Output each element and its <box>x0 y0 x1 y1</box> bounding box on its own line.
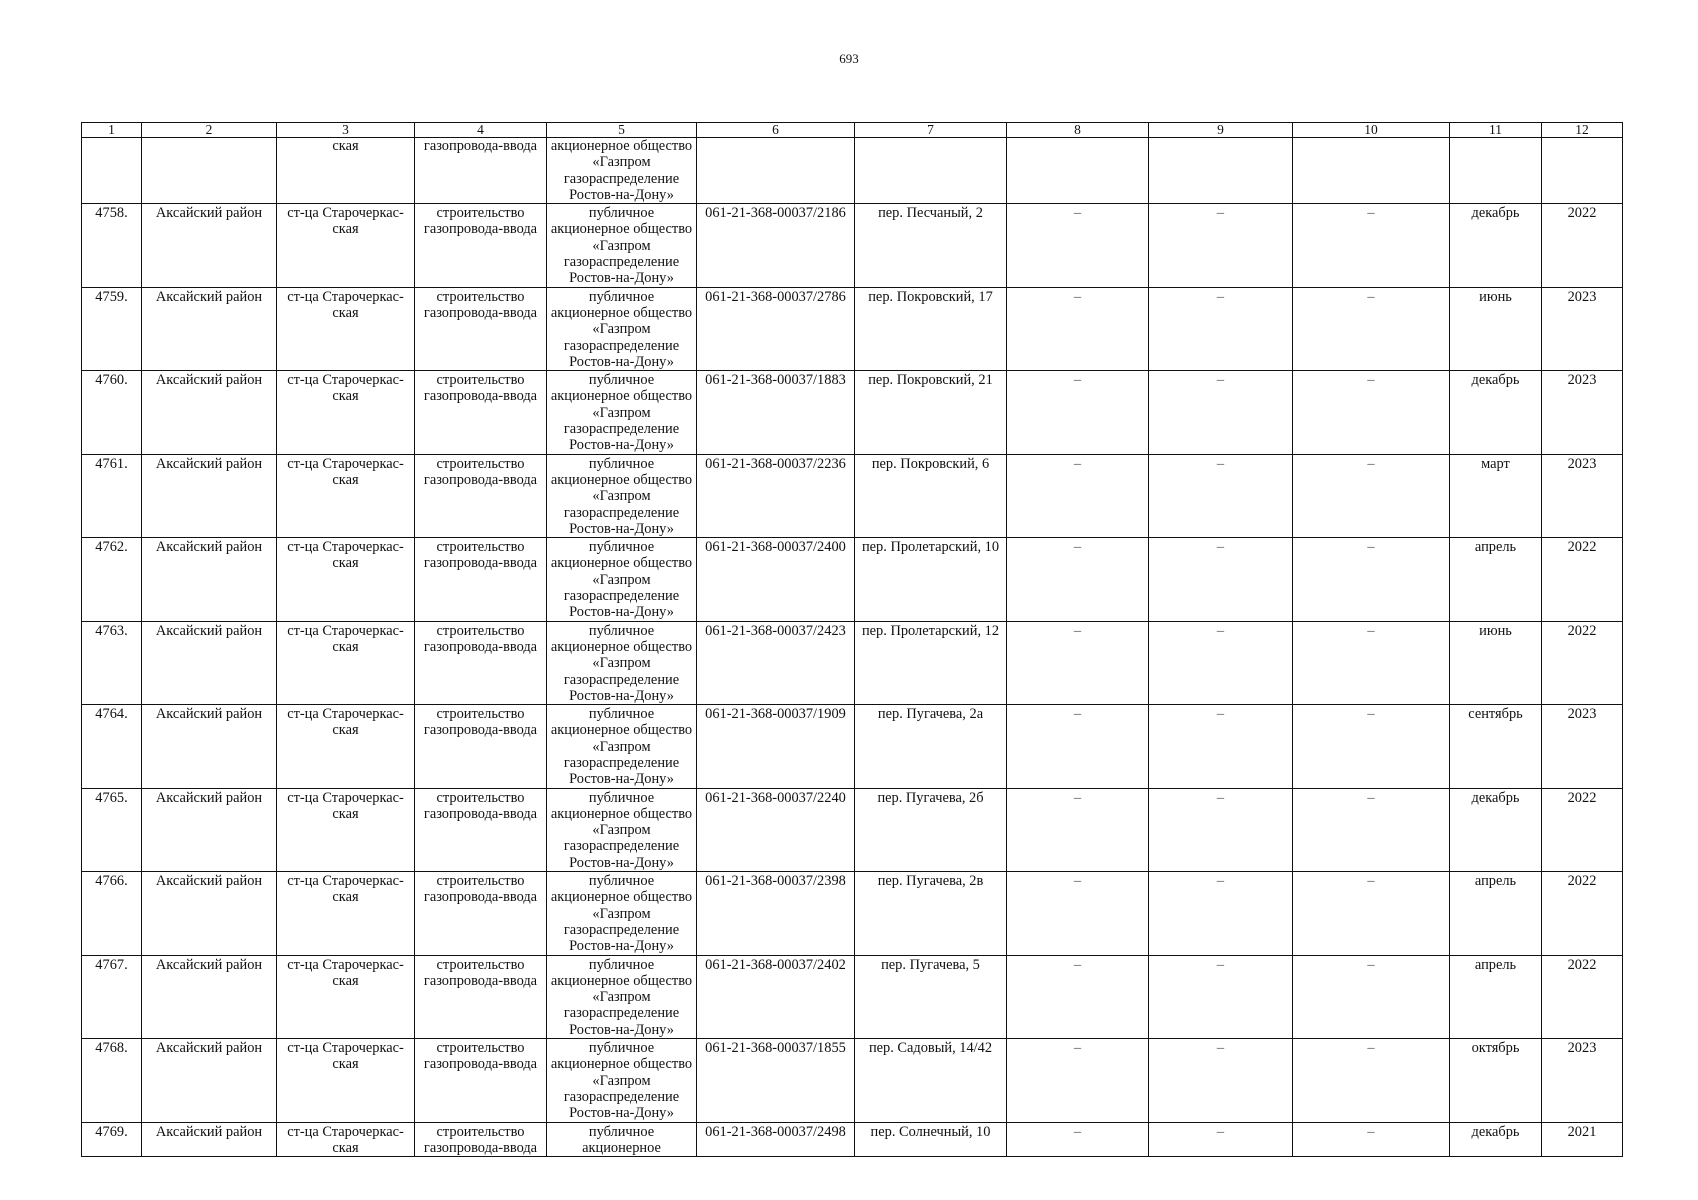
month-cell: апрель <box>1450 538 1542 621</box>
col8-cell: – <box>1007 454 1149 537</box>
work-type-cell: строительство газопровода-ввода <box>415 454 547 537</box>
month-cell: апрель <box>1450 872 1542 955</box>
table-row <box>82 538 1623 621</box>
organization-cell: публичное акционерное общество «Газпром газораспределение Ростов-на-Дону» <box>547 955 697 1038</box>
row-number-cell: 4764. <box>82 705 142 788</box>
organization-cell: акционерное общество «Газпром газораспределение Ростов-на-Дону» <box>547 138 697 204</box>
table-row <box>82 705 1623 788</box>
col10-cell: – <box>1293 204 1450 287</box>
col8-cell: – <box>1007 204 1149 287</box>
col10-cell: – <box>1293 538 1450 621</box>
row-number-cell: 4761. <box>82 454 142 537</box>
column-number: 8 <box>1007 123 1149 138</box>
settlement-cell: ст-ца Старочеркас-ская <box>277 371 415 454</box>
col8-cell: – <box>1007 955 1149 1038</box>
code-cell <box>697 138 855 204</box>
address-cell: пер. Солнечный, 10 <box>855 1122 1007 1157</box>
col9-cell: – <box>1149 705 1293 788</box>
district-cell: Аксайский район <box>142 371 277 454</box>
work-type-cell: строительство газопровода-ввода <box>415 1039 547 1122</box>
year-cell: 2022 <box>1542 621 1623 704</box>
district-cell: Аксайский район <box>142 955 277 1038</box>
address-cell: пер. Пролетарский, 12 <box>855 621 1007 704</box>
page-number: 693 <box>839 51 859 66</box>
table-row <box>82 1122 1623 1157</box>
column-number: 9 <box>1149 123 1293 138</box>
organization-cell: публичное акционерное общество «Газпром газораспределение Ростов-на-Дону» <box>547 788 697 871</box>
work-type-cell: строительство газопровода-ввода <box>415 621 547 704</box>
row-number-cell: 4758. <box>82 204 142 287</box>
column-number: 5 <box>547 123 697 138</box>
district-cell: Аксайский район <box>142 788 277 871</box>
col9-cell: – <box>1149 371 1293 454</box>
col9-cell: – <box>1149 788 1293 871</box>
col8-cell: – <box>1007 788 1149 871</box>
district-cell: Аксайский район <box>142 872 277 955</box>
code-cell: 061-21-368-00037/1855 <box>697 1039 855 1122</box>
work-type-cell: строительство газопровода-ввода <box>415 872 547 955</box>
column-number: 1 <box>82 123 142 138</box>
organization-cell: публичное акционерное <box>547 1122 697 1157</box>
col8-cell: – <box>1007 371 1149 454</box>
year-cell: 2023 <box>1542 371 1623 454</box>
organization-cell: публичное акционерное общество «Газпром газораспределение Ростов-на-Дону» <box>547 538 697 621</box>
col10-cell <box>1293 138 1450 204</box>
column-number: 10 <box>1293 123 1450 138</box>
work-type-cell: строительство газопровода-ввода <box>415 287 547 370</box>
code-cell: 061-21-368-00037/2498 <box>697 1122 855 1157</box>
district-cell: Аксайский район <box>142 538 277 621</box>
row-number-cell: 4763. <box>82 621 142 704</box>
settlement-cell: ст-ца Старочеркас-ская <box>277 1039 415 1122</box>
year-cell: 2023 <box>1542 454 1623 537</box>
settlement-cell: ст-ца Старочеркас-ская <box>277 788 415 871</box>
settlement-cell: ст-ца Старочеркас-ская <box>277 204 415 287</box>
code-cell: 061-21-368-00037/2423 <box>697 621 855 704</box>
row-number-cell: 4759. <box>82 287 142 370</box>
col10-cell: – <box>1293 872 1450 955</box>
organization-cell: публичное акционерное общество «Газпром газораспределение Ростов-на-Дону» <box>547 454 697 537</box>
organization-cell: публичное акционерное общество «Газпром газораспределение Ростов-на-Дону» <box>547 1039 697 1122</box>
work-type-cell: строительство газопровода-ввода <box>415 955 547 1038</box>
col8-cell: – <box>1007 538 1149 621</box>
organization-cell: публичное акционерное общество «Газпром газораспределение Ростов-на-Дону» <box>547 371 697 454</box>
settlement-cell: ст-ца Старочеркас-ская <box>277 955 415 1038</box>
code-cell: 061-21-368-00037/2400 <box>697 538 855 621</box>
month-cell: октябрь <box>1450 1039 1542 1122</box>
col10-cell: – <box>1293 621 1450 704</box>
month-cell: июнь <box>1450 287 1542 370</box>
district-cell: Аксайский район <box>142 1122 277 1157</box>
table-row <box>82 621 1623 704</box>
month-cell: декабрь <box>1450 371 1542 454</box>
code-cell: 061-21-368-00037/1883 <box>697 371 855 454</box>
col10-cell: – <box>1293 371 1450 454</box>
organization-cell: публичное акционерное общество «Газпром газораспределение Ростов-на-Дону» <box>547 705 697 788</box>
column-number-row <box>82 123 1623 138</box>
address-cell: пер. Покровский, 17 <box>855 287 1007 370</box>
district-cell: Аксайский район <box>142 705 277 788</box>
column-number: 3 <box>277 123 415 138</box>
address-cell: пер. Покровский, 21 <box>855 371 1007 454</box>
settlement-cell: ст-ца Старочеркас-ская <box>277 287 415 370</box>
table-row <box>82 1039 1623 1122</box>
code-cell: 061-21-368-00037/2186 <box>697 204 855 287</box>
row-number-cell: 4760. <box>82 371 142 454</box>
settlement-cell: ст-ца Старочеркас-ская <box>277 705 415 788</box>
address-cell: пер. Пугачева, 2б <box>855 788 1007 871</box>
year-cell: 2021 <box>1542 1122 1623 1157</box>
work-type-cell: строительство газопровода-ввода <box>415 705 547 788</box>
address-cell: пер. Пугачева, 2а <box>855 705 1007 788</box>
column-number: 4 <box>415 123 547 138</box>
settlement-cell: ст-ца Старочеркас-ская <box>277 621 415 704</box>
col9-cell: – <box>1149 872 1293 955</box>
column-number: 11 <box>1450 123 1542 138</box>
address-cell: пер. Садовый, 14/42 <box>855 1039 1007 1122</box>
month-cell: сентябрь <box>1450 705 1542 788</box>
organization-cell: публичное акционерное общество «Газпром газораспределение Ростов-на-Дону» <box>547 872 697 955</box>
work-type-cell: газопровода-ввода <box>415 138 547 204</box>
col9-cell: – <box>1149 621 1293 704</box>
work-type-cell: строительство газопровода-ввода <box>415 1122 547 1157</box>
month-cell: декабрь <box>1450 204 1542 287</box>
district-cell: Аксайский район <box>142 287 277 370</box>
col10-cell: – <box>1293 955 1450 1038</box>
registry-table <box>81 122 1623 1157</box>
col8-cell: – <box>1007 705 1149 788</box>
code-cell: 061-21-368-00037/1909 <box>697 705 855 788</box>
month-cell: апрель <box>1450 955 1542 1038</box>
settlement-cell: ст-ца Старочеркас-ская <box>277 872 415 955</box>
col9-cell: – <box>1149 454 1293 537</box>
column-number: 7 <box>855 123 1007 138</box>
col8-cell <box>1007 138 1149 204</box>
organization-cell: публичное акционерное общество «Газпром газораспределение Ростов-на-Дону» <box>547 287 697 370</box>
col10-cell: – <box>1293 287 1450 370</box>
table-row <box>82 454 1623 537</box>
year-cell: 2022 <box>1542 788 1623 871</box>
organization-cell: публичное акционерное общество «Газпром газораспределение Ростов-на-Дону» <box>547 621 697 704</box>
organization-cell: публичное акционерное общество «Газпром газораспределение Ростов-на-Дону» <box>547 204 697 287</box>
col8-cell: – <box>1007 1122 1149 1157</box>
col9-cell: – <box>1149 1039 1293 1122</box>
month-cell: март <box>1450 454 1542 537</box>
col9-cell: – <box>1149 287 1293 370</box>
col10-cell: – <box>1293 1122 1450 1157</box>
address-cell: пер. Песчаный, 2 <box>855 204 1007 287</box>
col10-cell: – <box>1293 1039 1450 1122</box>
col10-cell: – <box>1293 454 1450 537</box>
row-number-cell: 4765. <box>82 788 142 871</box>
month-cell: июнь <box>1450 621 1542 704</box>
address-cell: пер. Покровский, 6 <box>855 454 1007 537</box>
col10-cell: – <box>1293 788 1450 871</box>
table-row <box>82 955 1623 1038</box>
column-number: 12 <box>1542 123 1623 138</box>
code-cell: 061-21-368-00037/2240 <box>697 788 855 871</box>
col9-cell: – <box>1149 955 1293 1038</box>
year-cell: 2023 <box>1542 705 1623 788</box>
column-number: 2 <box>142 123 277 138</box>
year-cell: 2023 <box>1542 1039 1623 1122</box>
year-cell <box>1542 138 1623 204</box>
district-cell: Аксайский район <box>142 1039 277 1122</box>
row-number-cell: 4767. <box>82 955 142 1038</box>
code-cell: 061-21-368-00037/2402 <box>697 955 855 1038</box>
table-row <box>82 788 1623 871</box>
district-cell: Аксайский район <box>142 454 277 537</box>
col8-cell: – <box>1007 1039 1149 1122</box>
col10-cell: – <box>1293 705 1450 788</box>
month-cell: декабрь <box>1450 1122 1542 1157</box>
code-cell: 061-21-368-00037/2786 <box>697 287 855 370</box>
year-cell: 2022 <box>1542 872 1623 955</box>
code-cell: 061-21-368-00037/2236 <box>697 454 855 537</box>
address-cell: пер. Пролетарский, 10 <box>855 538 1007 621</box>
year-cell: 2022 <box>1542 955 1623 1038</box>
district-cell: Аксайский район <box>142 204 277 287</box>
table-row-continued <box>82 138 1623 204</box>
work-type-cell: строительство газопровода-ввода <box>415 204 547 287</box>
year-cell: 2023 <box>1542 287 1623 370</box>
row-number-cell: 4766. <box>82 872 142 955</box>
column-number: 6 <box>697 123 855 138</box>
month-cell: декабрь <box>1450 788 1542 871</box>
settlement-cell: ст-ца Старочеркас-ская <box>277 538 415 621</box>
col9-cell: – <box>1149 538 1293 621</box>
table-row <box>82 204 1623 287</box>
settlement-cell: ст-ца Старочеркас-ская <box>277 1122 415 1157</box>
col9-cell: – <box>1149 1122 1293 1157</box>
address-cell: пер. Пугачева, 5 <box>855 955 1007 1038</box>
work-type-cell: строительство газопровода-ввода <box>415 788 547 871</box>
year-cell: 2022 <box>1542 538 1623 621</box>
year-cell: 2022 <box>1542 204 1623 287</box>
col8-cell: – <box>1007 621 1149 704</box>
work-type-cell: строительство газопровода-ввода <box>415 538 547 621</box>
row-number-cell: 4769. <box>82 1122 142 1157</box>
table-row <box>82 371 1623 454</box>
col8-cell: – <box>1007 872 1149 955</box>
month-cell <box>1450 138 1542 204</box>
district-cell <box>142 138 277 204</box>
work-type-cell: строительство газопровода-ввода <box>415 371 547 454</box>
settlement-cell: ст-ца Старочеркас-ская <box>277 454 415 537</box>
col9-cell <box>1149 138 1293 204</box>
table-row <box>82 872 1623 955</box>
address-cell <box>855 138 1007 204</box>
address-cell: пер. Пугачева, 2в <box>855 872 1007 955</box>
settlement-cell: ская <box>277 138 415 204</box>
row-number-cell <box>82 138 142 204</box>
code-cell: 061-21-368-00037/2398 <box>697 872 855 955</box>
col8-cell: – <box>1007 287 1149 370</box>
district-cell: Аксайский район <box>142 621 277 704</box>
table-row <box>82 287 1623 370</box>
row-number-cell: 4768. <box>82 1039 142 1122</box>
row-number-cell: 4762. <box>82 538 142 621</box>
col9-cell: – <box>1149 204 1293 287</box>
